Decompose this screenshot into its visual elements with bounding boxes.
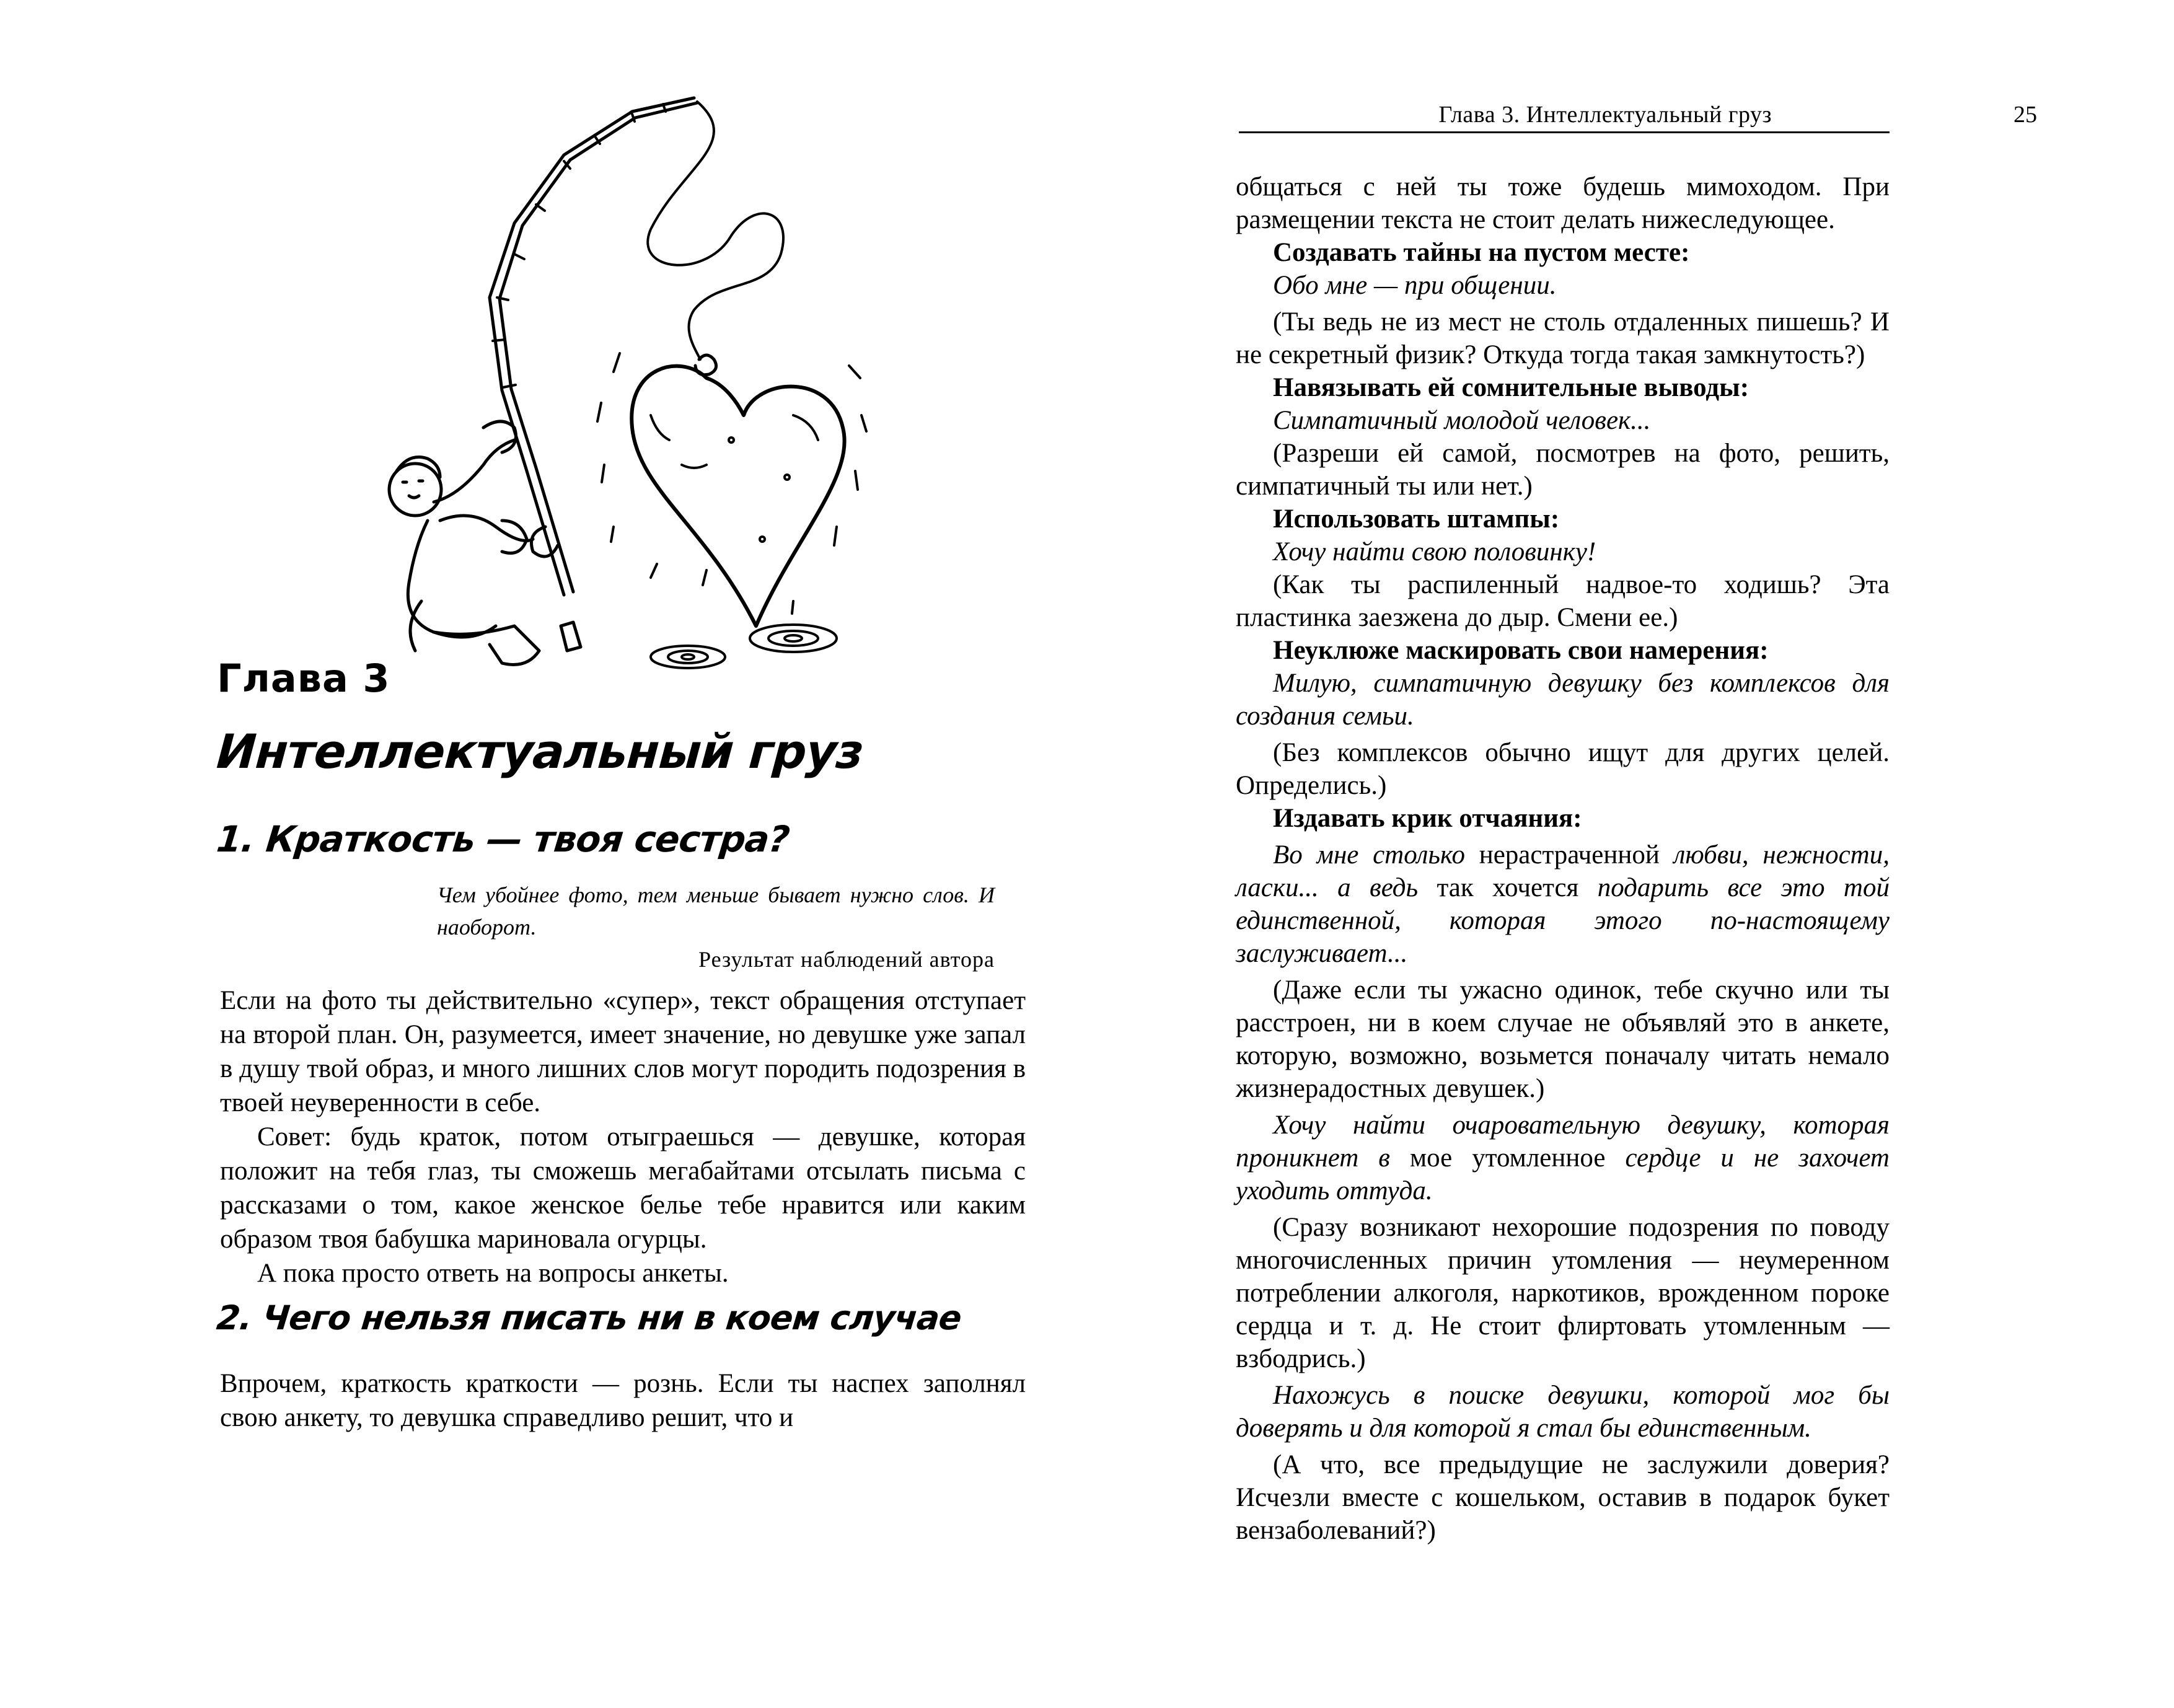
item-example: Милую, симпатичную девушку без комплексов для создания семьи. (1236, 669, 1890, 731)
item-example: Симпатичный молодой человек... (1273, 406, 1651, 435)
section-2-heading: 2. Чего нельзя писать ни в коем случае (214, 1298, 964, 1337)
example-part: нерастраченной (1479, 840, 1674, 869)
paragraph: А пока просто ответь на вопросы анкеты. (257, 1259, 729, 1288)
example-part: любви, нежности, ласки... а ведь (1236, 840, 1890, 902)
item-label: Использовать штампы: (1273, 504, 1560, 534)
heart (632, 366, 844, 626)
example-part: подарить все это той единственной, которая этого по-настоящему заслуживает... (1236, 873, 1890, 968)
ripples (651, 625, 837, 668)
fishing-rod (490, 98, 694, 595)
epigraph-quote: Чем убойнее фото, тем меньше бывает нужно слов. И наоборот. (437, 883, 995, 940)
item-label: Навязывать ей сомнительные выводы: (1273, 373, 1749, 402)
chapter-number: Глава 3 (217, 656, 390, 701)
example-part: сердце и не захочет уходить оттуда. (1236, 1143, 1890, 1205)
example-part: мое утомленное (1409, 1143, 1626, 1173)
item-example: Обо мне — при общении. (1273, 271, 1557, 300)
item-label: Издавать крик отчаяния: (1273, 804, 1582, 833)
paragraph: Совет: будь краток, потом отыграешься — девушке, которая положит на тебя глаз, ты сможешь мегабайтами отсылать письма с рассказами о том, какое женское белье тебе нравится или каким образом твоя бабушка мариновала огурцы. (220, 1122, 1026, 1254)
item-example-mixed (1236, 839, 1890, 970)
running-header-title: Глава 3. Интеллектуальный груз (1438, 102, 1772, 128)
header-rule (1239, 131, 1890, 133)
item-comment: (Разреши ей самой, посмотрев на фото, решить, симпатичный ты или нет.) (1236, 439, 1890, 501)
section-2-body (220, 1367, 1026, 1435)
tail-comment: (Сразу возникают нехорошие подозрения по поводу многочисленных причин утомления — неумеренном потреблении алкоголя, наркотиков, врожденном пороке сердца и т. д. Не стоит флиртовать утомленным — взбодрись.) (1236, 1213, 1890, 1373)
tail-comment: (А что, все предыдущие не заслужили доверия? Исчезли вместе с кошельком, оставив в подарок букет вензаболеваний?) (1236, 1450, 1890, 1545)
tail-example: Нахожусь в поиске девушки, которой мог бы доверять и для которой я стал бы единственным. (1236, 1381, 1890, 1443)
epigraph (437, 879, 995, 975)
fisherman-heart-illustration (359, 93, 868, 688)
paragraph: Если на фото ты действительно «супер», текст обращения отступает на второй план. Он, разумеется, имеет значение, но девушке уже запал в душу твой образ, и много лишних слов могут породить подозрения в твоей неуверенности в себе. (220, 986, 1026, 1117)
intro-paragraph: общаться с ней ты тоже будешь мимоходом. При размещении текста не стоит делать нижеследующее. (1236, 172, 1890, 234)
man-figure (389, 421, 539, 665)
item-label: Создавать тайны на пустом месте: (1273, 238, 1690, 267)
right-page (1087, 0, 2174, 1708)
example-part: так хочется (1437, 873, 1598, 902)
item-example: Хочу найти свою половинку! (1273, 537, 1596, 566)
paragraph: Впрочем, краткость краткости — рознь. Если ты наспех заполнял свою анкету, то девушка справедливо решит, что и (220, 1369, 1026, 1432)
epigraph-attribution: Результат наблюдений автора (698, 947, 995, 972)
item-comment: (Без комплексов обычно ищут для других целей. Определись.) (1236, 738, 1890, 800)
section-1-heading: 1. Краткость — твоя сестра? (214, 818, 791, 860)
example-part: Хочу найти очаровательную девушку, которая проникнет в (1236, 1111, 1890, 1173)
section-1-body (220, 984, 1026, 1290)
item-comment: (Ты ведь не из мест не столь отдаленных пишешь? И не секретный физик? Откуда тогда такая замкнутость?) (1236, 307, 1890, 369)
item-comment: (Даже если ты ужасно одинок, тебе скучно или ты расстроен, ни в коем случае не объявляй это в анкете, которую, возможно, возьмется поначалу читать немало жизнерадостных девушек.) (1236, 975, 1890, 1103)
fishing-line (648, 102, 783, 359)
item-comment: (Как ты распиленный надвое-то ходишь? Эта пластинка заезжена до дыр. Смени ее.) (1236, 570, 1890, 632)
example-part: Во мне столько (1273, 840, 1479, 869)
chapter-title: Интеллектуальный груз (214, 724, 865, 779)
running-header (1239, 96, 1890, 133)
page-number: 25 (2013, 102, 2037, 128)
right-page-text (1236, 170, 1890, 1547)
item-label: Неуклюже маскировать свои намерения: (1273, 636, 1769, 665)
tail-example-mixed (1236, 1109, 1890, 1207)
